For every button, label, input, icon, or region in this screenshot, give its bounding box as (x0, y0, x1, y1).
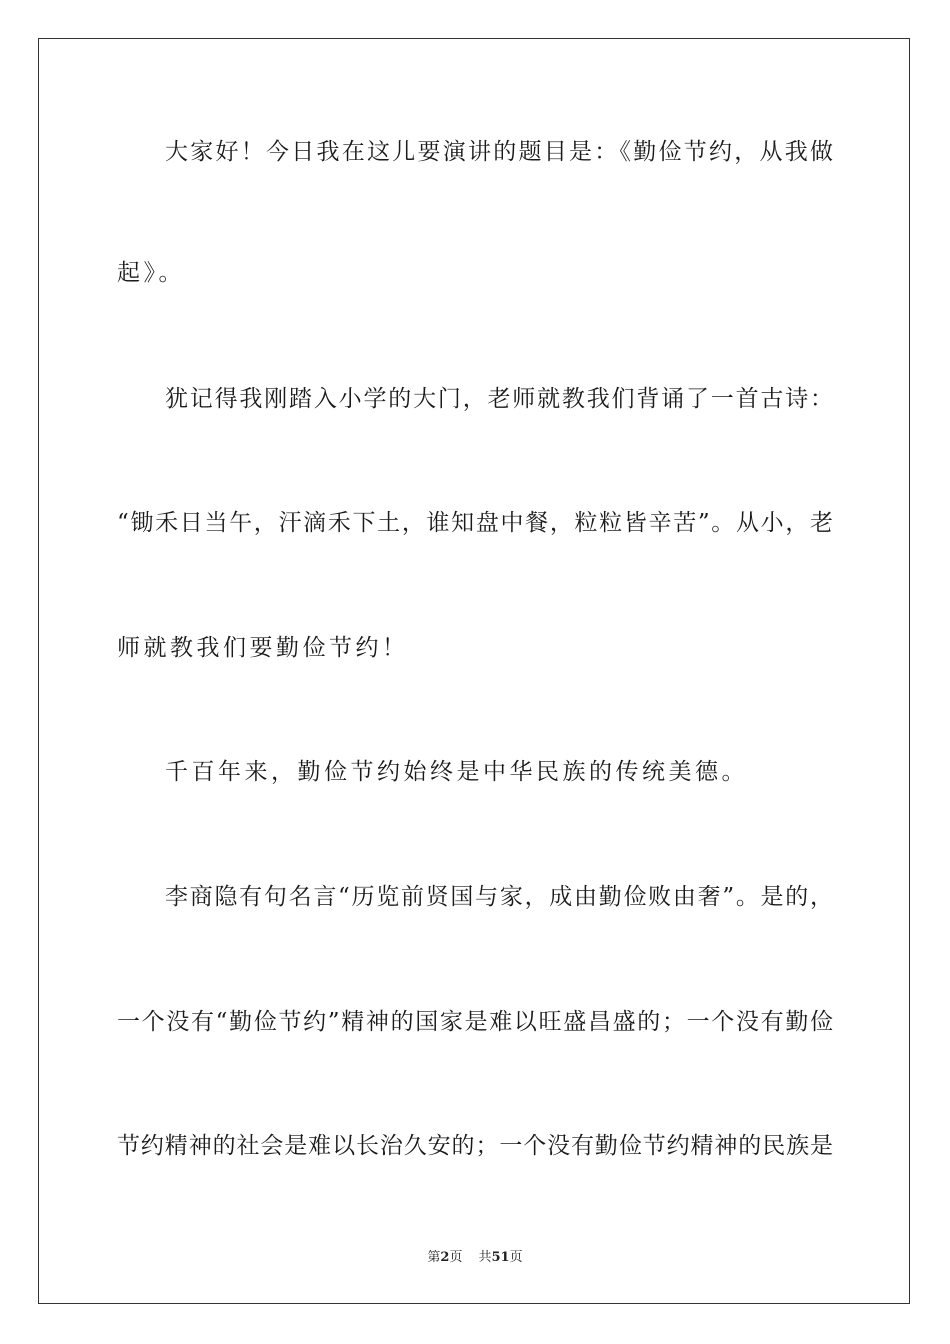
page-border (38, 38, 910, 1304)
text-line-6: 千百年来，勤俭节约始终是中华民族的传统美德。 (165, 759, 748, 785)
text-line-1: 大家好！今日我在这儿要演讲的题目是：《勤俭节约，从我做 (165, 139, 833, 165)
total-pages: 51 (491, 1250, 510, 1265)
text-line-2: 起》。 (117, 260, 185, 286)
text-line-8: 一个没有“勤俭节约”精神的国家是难以旺盛昌盛的；一个没有勤俭 (117, 1009, 833, 1035)
text-line-9: 节约精神的社会是难以长治久安的；一个没有勤俭节约精神的民族是 (117, 1133, 833, 1159)
page-footer (0, 1246, 950, 1265)
total-label-prefix: 共 (478, 1250, 492, 1265)
total-label-suffix: 页 (509, 1250, 523, 1265)
text-line-4: “锄禾日当午，汗滴禾下土，谁知盘中餐，粒粒皆辛苦”。从小，老 (117, 510, 833, 536)
page-label-prefix: 第 (427, 1250, 441, 1265)
page-label-suffix: 页 (449, 1250, 463, 1265)
page-number: 2 (440, 1250, 450, 1265)
text-line-3: 犹记得我刚踏入小学的大门，老师就教我们背诵了一首古诗： (165, 386, 833, 412)
text-line-7: 李商隐有句名言“历览前贤国与家，成由勤俭败由奢”。是的， (165, 884, 833, 910)
text-line-5: 师就教我们要勤俭节约！ (117, 635, 409, 661)
